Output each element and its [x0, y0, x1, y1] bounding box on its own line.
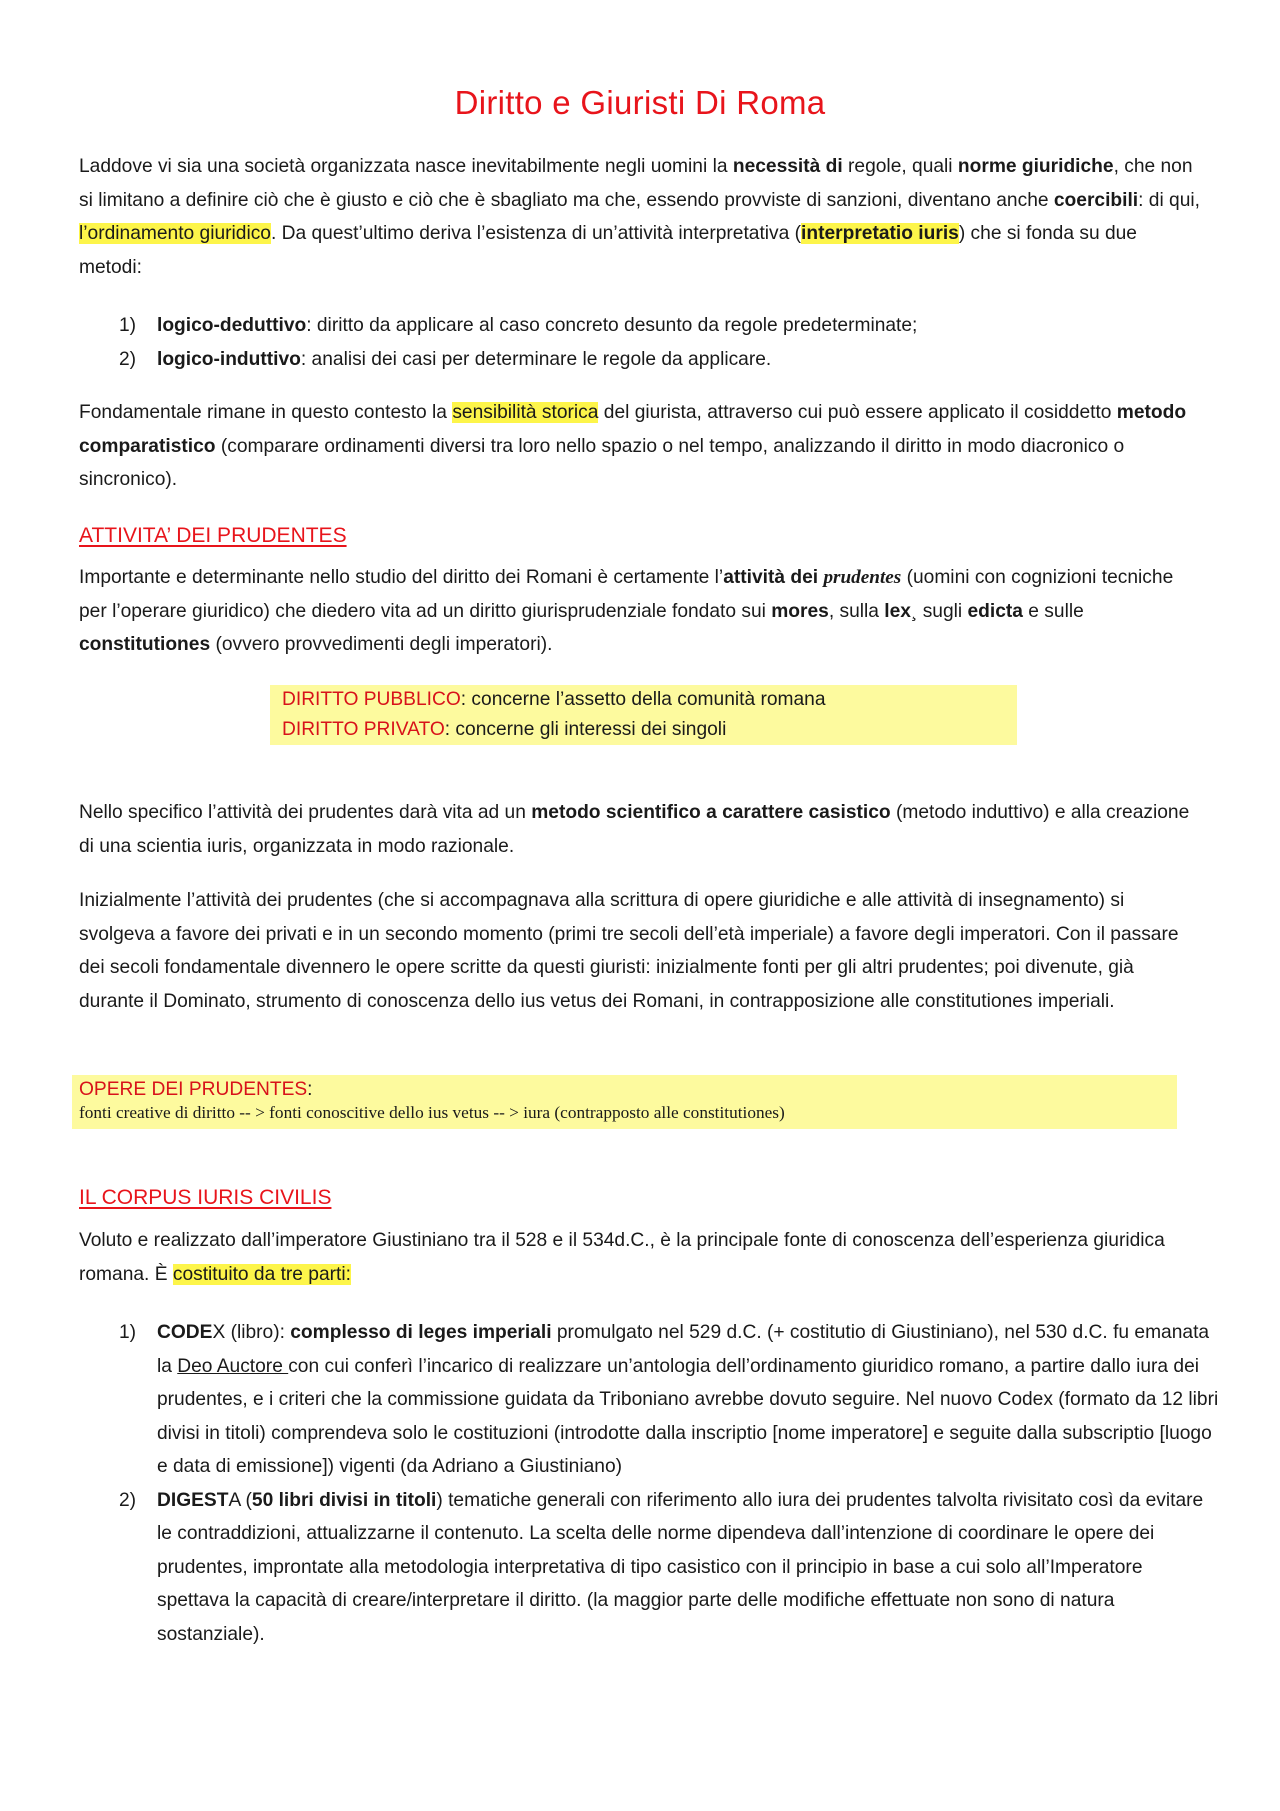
highlight-sensibilita: sensibilità storica	[452, 402, 599, 423]
activity-history-paragraph: Inizialmente l’attività dei prudentes (che si accompagnava alla scrittura di opere giuridiche e alle attività di insegnamento) si svolgeva a favore dei privati e in un secondo momento (primi tre secoli dell’età imperiale) a favore degli imperatori. Con il passare dei secoli fondamentale divennero le opere scritte da questi giuristi: inizialmente fonti per gli altri prudentes; poi divenute, già durante il Dominato, strumento di conoscenza dello ius vetus dei Romani, in contrapposizione alle constitutiones imperiali.	[79, 890, 1179, 1012]
box-line-opere-label: OPERE DEI PRUDENTES:	[79, 1079, 313, 1100]
list-item: 1) logico-deduttivo: diritto da applicare al caso concreto desunto da regole predeterminate;	[119, 315, 918, 336]
highlight-ordinamento: l’ordinamento giuridico	[79, 223, 271, 244]
historical-sensitivity-paragraph: Fondamentale rimane in questo contesto la sensibilità storica del giurista, attraverso cui può essere applicato il cosiddetto metodo comparatistico (comparare ordinamenti diversi tra loro nello spazio o nel tempo, analizzando il diritto in modo diacronico o sincronico).	[79, 402, 1187, 490]
list-item: 1) CODEX (libro): complesso di leges imperiali promulgato nel 529 d.C. (+ costitutio di Giustiniano), nel 530 d.C. fu emanata la Deo Auctore con cui conferì l’incarico di realizzare un’antologia dell’ordinamento giuridico romano, a partire dallo iura dei prudentes, e i criteri che la commissione guidata da Triboniano avrebbe dovuto seguire. Nel nuovo Codex (formato da 12 libri divisi in titoli) comprendeva solo le costituzioni (introdotte dalla inscriptio [nome imperatore] e seguite dalla subscriptio [luogo e data di emissione]) vigenti (da Adriano a Giustiniano)	[119, 1322, 1219, 1477]
section-heading-prudentes: ATTIVITA’ DEI PRUDENTES	[79, 524, 347, 547]
box-line-public: DIRITTO PUBBLICO: concerne l’assetto della comunità romana	[282, 689, 826, 710]
prudentes-paragraph: Importante e determinante nello studio del diritto dei Romani è certamente l’attività dei prudentes (uomini con cognizioni tecniche per l’operare giuridico) che diedero vita ad un diritto giurisprudenziale fondato sui mores, sulla lex¸ sugli edicta e sulle constitutiones (ovvero provvedimenti degli imperatori).	[79, 567, 1174, 655]
intro-paragraph: Laddove vi sia una società organizzata nasce inevitabilmente negli uomini la necessità di regole, quali norme giuridiche, che non si limitano a definire ciò che è giusto e ciò che è sbagliato ma che, essendo provviste di sanzioni, diventano anche coercibili: di qui, l’ordinamento giuridico. Da quest’ultimo deriva l’esistenza di un’attività interpretativa (interpretatio iuris) che si fonda su due metodi:	[79, 156, 1200, 278]
methods-list	[79, 309, 1219, 376]
section-heading-corpus: IL CORPUS IURIS CIVILIS	[79, 1186, 332, 1209]
corpus-paragraph: Voluto e realizzato dall’imperatore Giustiniano tra il 528 e il 534d.C., è la principale fonte di conoscenza dell’esperienza giuridica romana. È costituito da tre parti:	[79, 1230, 1165, 1285]
scientific-method-paragraph: Nello specifico l’attività dei prudentes darà vita ad un metodo scientifico a carattere casistico (metodo induttivo) e alla creazione di una scientia iuris, organizzata in modo razionale.	[79, 802, 1190, 857]
box-line-private: DIRITTO PRIVATO: concerne gli interessi dei singoli	[282, 719, 727, 740]
highlight-interpretatio: interpretatio iuris	[801, 223, 959, 244]
list-item: 2) DIGESTA (50 libri divisi in titoli) tematiche generali con riferimento allo iura dei prudentes talvolta rivisitato così da evitare le contraddizioni, attualizzarne il contenuto. La scelta delle norme dipendeva dall’intenzione di coordinare le opere dei prudentes, improntate alla metodologia interpretativa di tipo casistico con il principio in base a cui solo all’Imperatore spettava la capacità di creare/interpretare il diritto. (la maggior parte delle modifiche effettuate non sono di natura sostanziale).	[119, 1489, 1204, 1645]
opere-box	[72, 1075, 1177, 1129]
document-title: Diritto e Giuristi Di Roma	[454, 84, 826, 121]
highlight-tre-parti: costituito da tre parti:	[172, 1263, 351, 1285]
list-item: 2) logico-induttivo: analisi dei casi per determinare le regole da applicare.	[119, 348, 772, 370]
law-types-box	[270, 685, 1017, 745]
box-line-opere-sources: fonti creative di diritto -- > fonti conoscitive dello ius vetus -- > iura (contrapposto alle constitutiones)	[79, 1103, 785, 1122]
corpus-parts-list	[79, 1316, 1219, 1651]
